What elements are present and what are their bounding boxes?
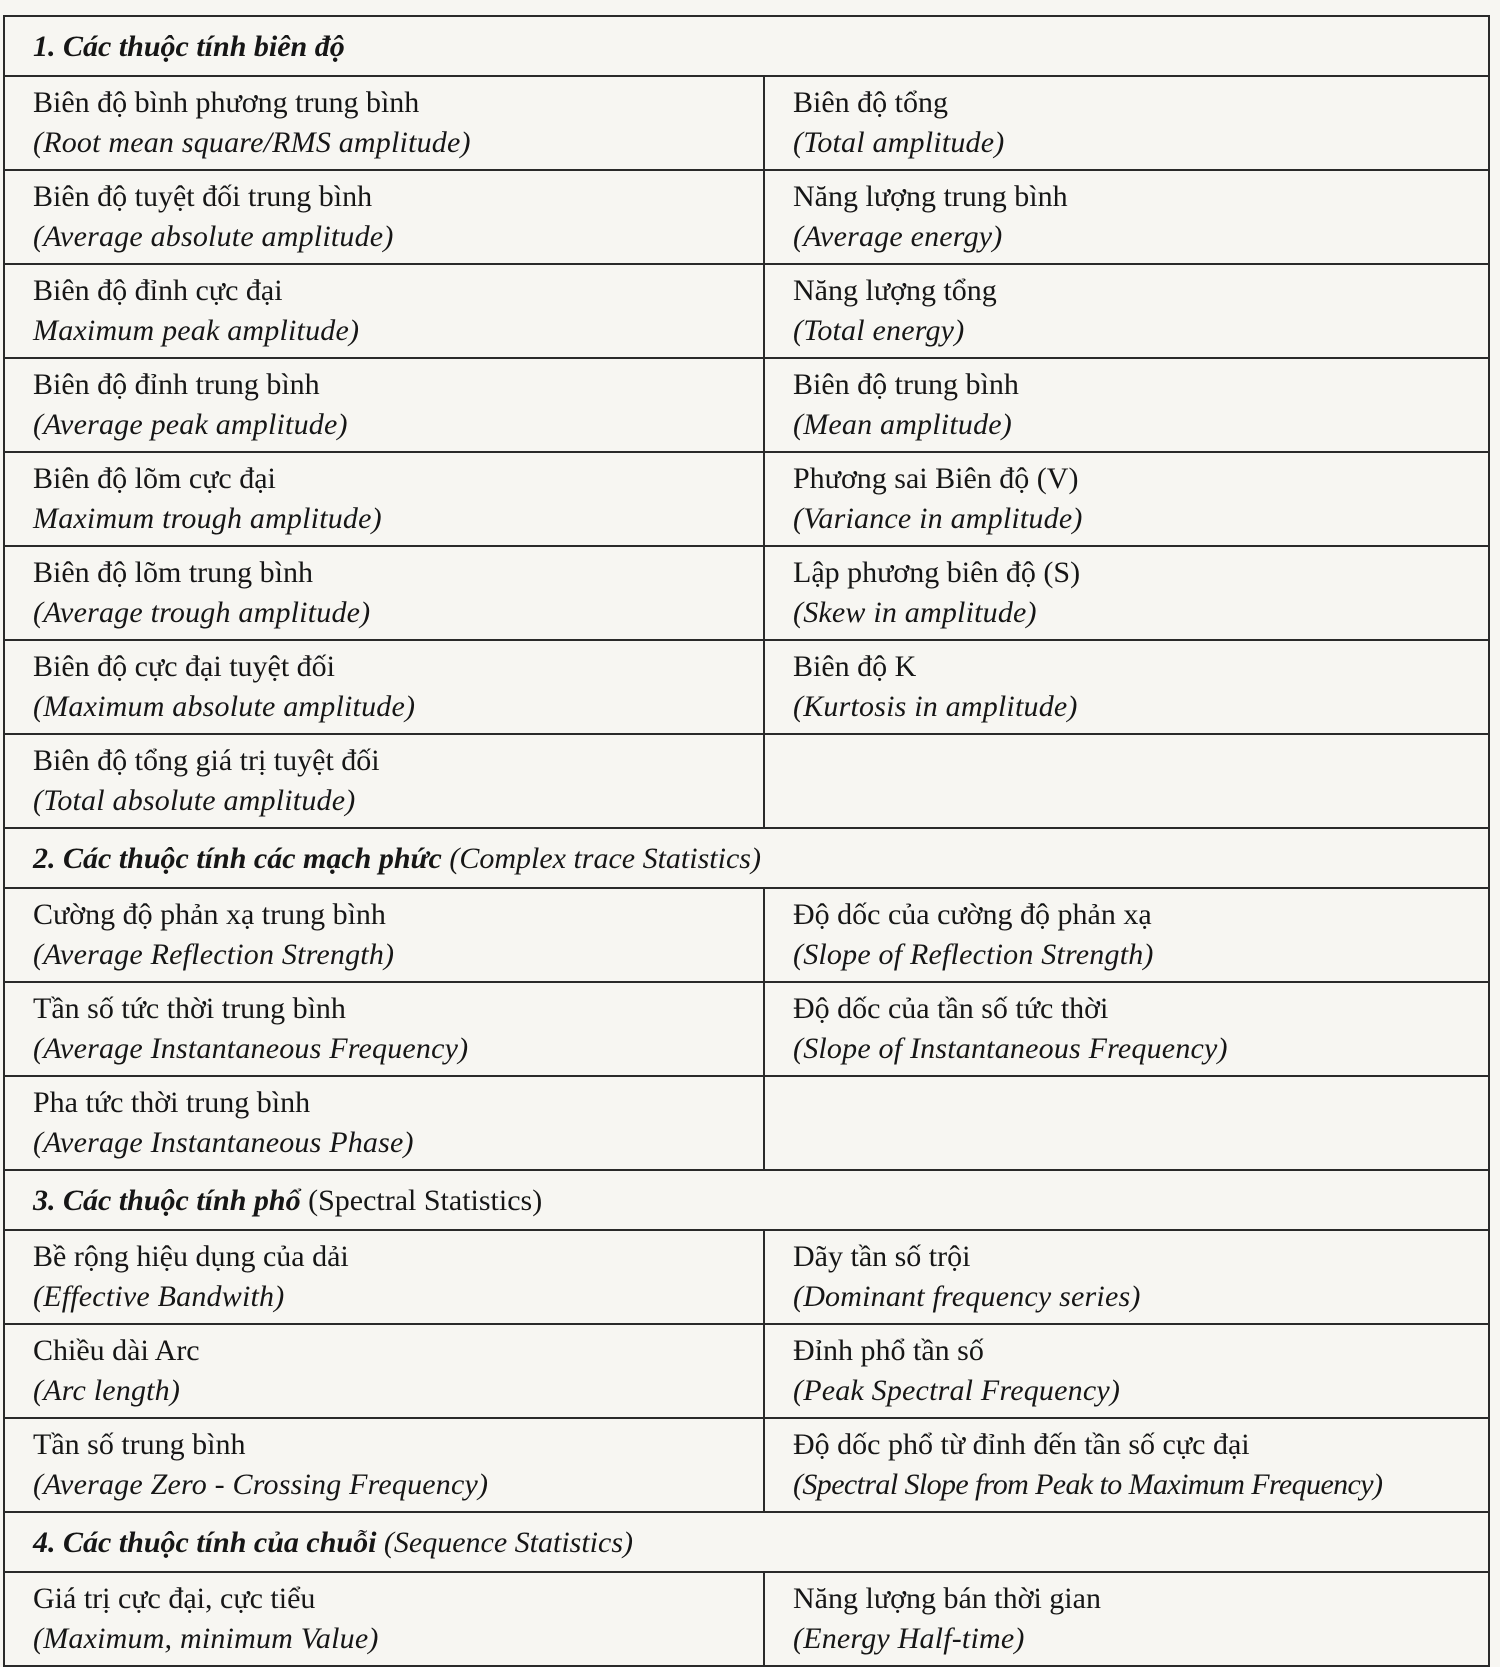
table-cell [4,1076,764,1170]
term-vietnamese: Năng lượng tổng [793,274,997,307]
table-row [4,1572,1489,1666]
term-english: (Skew in amplitude) [793,596,1037,629]
term-english: Maximum trough amplitude) [33,502,382,535]
term-english: (Average peak amplitude) [33,408,348,441]
table-cell [764,546,1489,640]
table-cell [4,888,764,982]
section-header-row [4,1170,1489,1230]
table-row [4,734,1489,828]
table-row [4,170,1489,264]
term-vietnamese: Phương sai Biên độ (V) [793,462,1079,495]
term-vietnamese: Biên độ trung bình [793,368,1019,401]
section-subtitle: (Sequence Statistics) [383,1526,633,1559]
term-english: (Maximum absolute amplitude) [33,690,416,723]
term-vietnamese: Độ dốc của tần số tức thời [793,992,1109,1025]
table-cell [4,452,764,546]
term-english: (Dominant frequency series) [793,1280,1141,1313]
table-cell [764,76,1489,170]
table-cell [764,1324,1489,1418]
term-english: (Total energy) [793,314,965,347]
seismic-attribute-table [3,15,1490,1667]
table-cell-empty [764,734,1489,828]
term-vietnamese: Biên độ lõm trung bình [33,556,313,589]
term-english: (Total absolute amplitude) [33,784,356,817]
section-title: 2. Các thuộc tính các mạch phức [33,842,442,875]
table-cell-empty [764,1076,1489,1170]
table-row [4,982,1489,1076]
term-vietnamese: Tần số trung bình [33,1428,246,1461]
section-subtitle: (Spectral Statistics) [308,1184,543,1217]
term-english: (Slope of Instantaneous Frequency) [793,1032,1228,1065]
table-cell [4,170,764,264]
term-english: Maximum peak amplitude) [33,314,360,347]
term-vietnamese: Biên độ tổng giá trị tuyệt đối [33,744,380,777]
term-vietnamese: Biên độ tuyệt đối trung bình [33,180,373,213]
table-row [4,358,1489,452]
term-vietnamese: Độ dốc phổ từ đỉnh đến tần số cực đại [793,1428,1250,1461]
term-vietnamese: Biên độ cực đại tuyệt đối [33,650,336,683]
term-vietnamese: Dãy tần số trội [793,1240,971,1273]
table-cell [764,170,1489,264]
section-title: 1. Các thuộc tính biên độ [33,30,345,63]
table-cell [4,264,764,358]
table-cell [764,640,1489,734]
term-vietnamese: Tần số tức thời trung bình [33,992,346,1025]
term-english: (Variance in amplitude) [793,502,1083,535]
section-header [4,16,1489,76]
term-english: (Average absolute amplitude) [33,220,394,253]
section-header-row [4,828,1489,888]
table-row [4,1418,1489,1512]
term-english: (Average Reflection Strength) [33,938,395,971]
term-vietnamese: Độ dốc của cường độ phản xạ [793,898,1152,931]
term-vietnamese: Giá trị cực đại, cực tiểu [33,1582,316,1615]
section-header-row [4,1512,1489,1572]
table-cell [764,264,1489,358]
section-header [4,1170,1489,1230]
table-cell [4,546,764,640]
term-english: (Average trough amplitude) [33,596,371,629]
section-header [4,828,1489,888]
section-title: 3. Các thuộc tính phổ [33,1184,301,1217]
term-vietnamese: Biên độ tổng [793,86,948,119]
term-vietnamese: Chiều dài Arc [33,1334,200,1367]
term-vietnamese: Bề rộng hiệu dụng của dải [33,1240,349,1273]
table-cell [764,358,1489,452]
term-vietnamese: Năng lượng trung bình [793,180,1068,213]
term-english: (Energy Half-time) [793,1622,1025,1655]
table-row [4,1324,1489,1418]
section-header-row [4,16,1489,76]
table-row [4,1230,1489,1324]
table-cell [4,640,764,734]
term-vietnamese: Cường độ phản xạ trung bình [33,898,386,931]
table-cell [764,888,1489,982]
term-english: (Kurtosis in amplitude) [793,690,1078,723]
table-cell [4,1230,764,1324]
term-vietnamese: Biên độ K [793,650,917,683]
term-english: (Root mean square/RMS amplitude) [33,126,471,159]
term-vietnamese: Năng lượng bán thời gian [793,1582,1101,1615]
term-english: (Maximum, minimum Value) [33,1622,379,1655]
table-cell [764,452,1489,546]
table-row [4,546,1489,640]
table-cell [4,1418,764,1512]
section-title: 4. Các thuộc tính của chuỗi [33,1526,377,1559]
term-vietnamese: Biên độ bình phương trung bình [33,86,420,119]
table-row [4,264,1489,358]
section-header [4,1512,1489,1572]
table-cell [4,1324,764,1418]
term-vietnamese: Pha tức thời trung bình [33,1086,311,1119]
term-vietnamese: Biên độ lõm cực đại [33,462,276,495]
table-row [4,76,1489,170]
term-english: (Average Instantaneous Phase) [33,1126,414,1159]
table-cell [4,982,764,1076]
table-cell [764,982,1489,1076]
term-english: (Slope of Reflection Strength) [793,938,1154,971]
term-vietnamese: Biên độ đỉnh cực đại [33,274,283,307]
term-vietnamese: Lập phương biên độ (S) [793,556,1081,589]
table-row [4,1076,1489,1170]
table-cell [4,76,764,170]
table-cell [764,1572,1489,1666]
term-english: (Average energy) [793,220,1003,253]
term-english: (Spectral Slope from Peak to Maximum Frequency) [793,1468,1383,1501]
table-row [4,452,1489,546]
table-row [4,888,1489,982]
term-vietnamese: Đỉnh phổ tần số [793,1334,984,1367]
table-cell [4,358,764,452]
table-row [4,640,1489,734]
term-english: (Peak Spectral Frequency) [793,1374,1121,1407]
term-english: (Average Zero - Crossing Frequency) [33,1468,489,1501]
term-english: (Total amplitude) [793,126,1005,159]
table-cell [4,1572,764,1666]
term-english: (Average Instantaneous Frequency) [33,1032,469,1065]
term-english: (Mean amplitude) [793,408,1012,441]
table-cell [764,1230,1489,1324]
term-vietnamese: Biên độ đỉnh trung bình [33,368,320,401]
table-cell [4,734,764,828]
term-english: (Effective Bandwith) [33,1280,285,1313]
term-english: (Arc length) [33,1374,181,1407]
table-cell [764,1418,1489,1512]
section-subtitle: (Complex trace Statistics) [449,842,761,875]
